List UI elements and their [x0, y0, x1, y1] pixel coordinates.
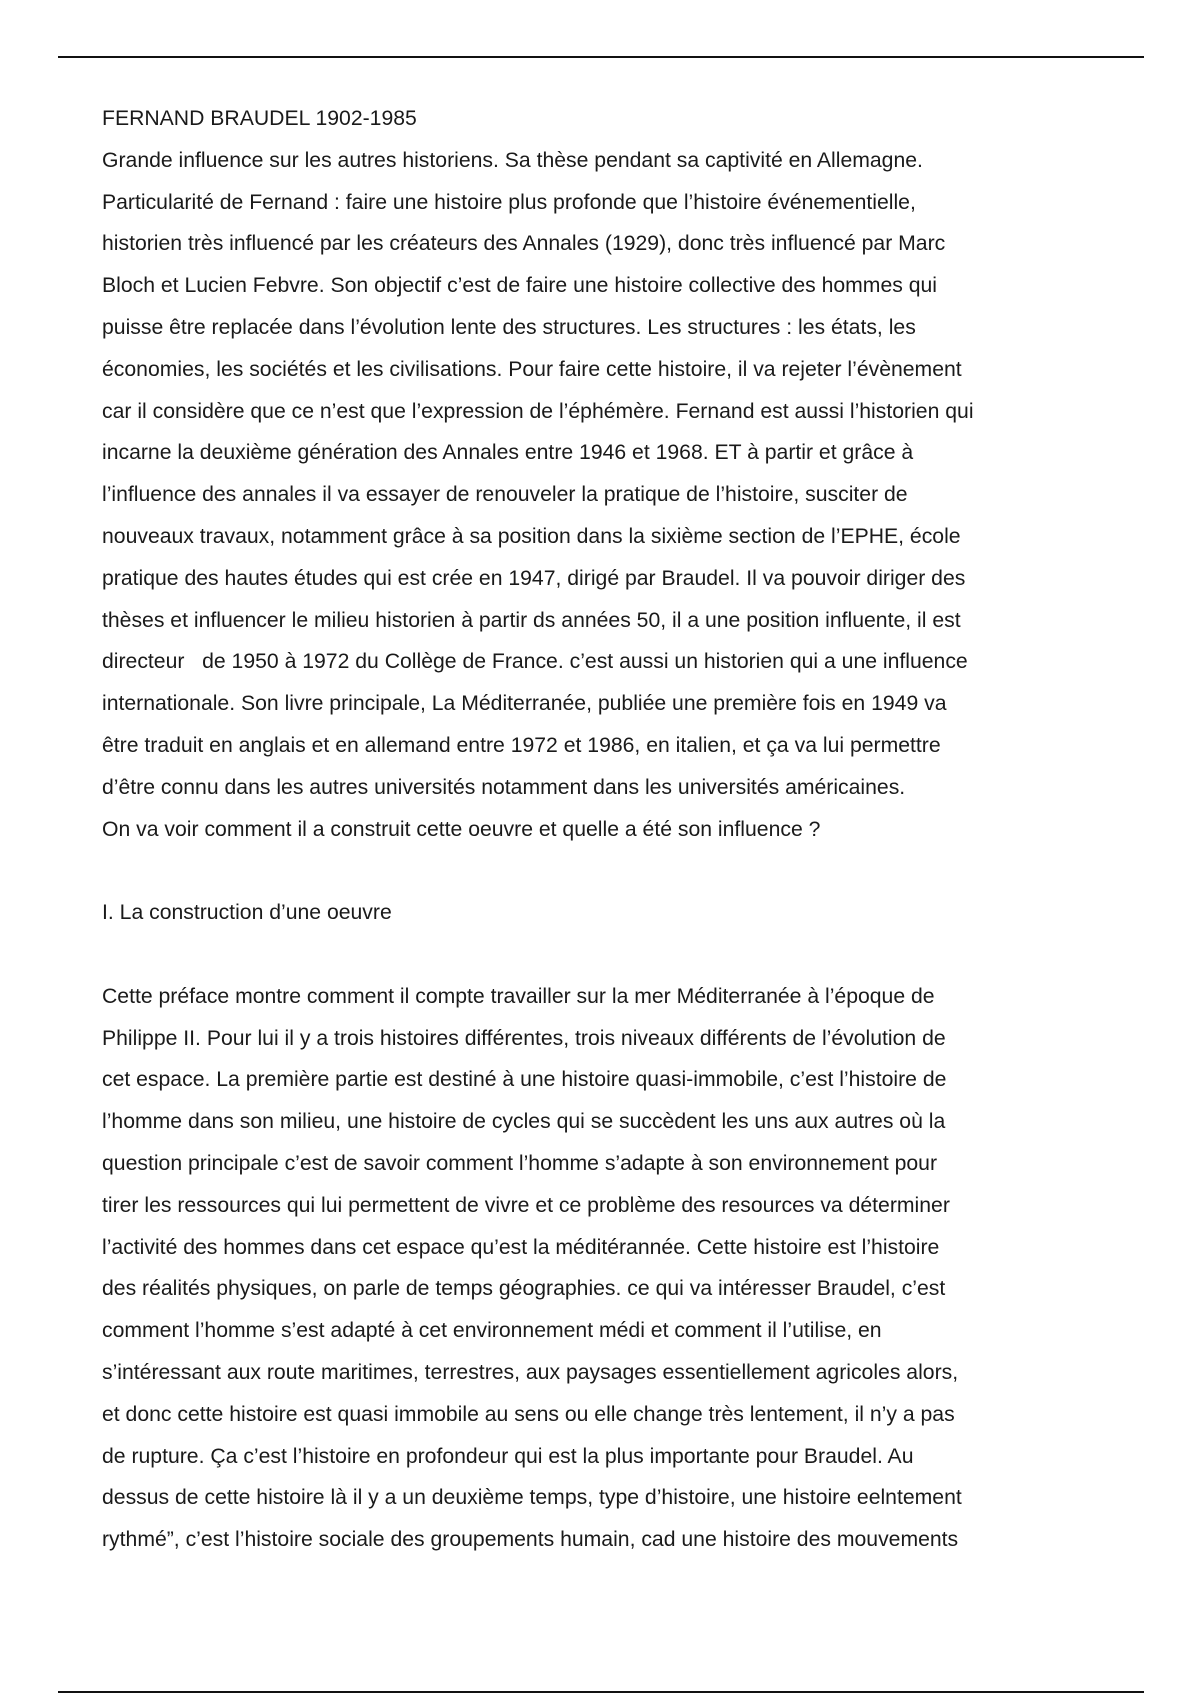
document-title: FERNAND BRAUDEL 1902-1985 [102, 107, 417, 130]
text-line: s’intéressant aux route maritimes, terrestres, aux paysages essentiellement agricoles alors, [102, 1360, 959, 1384]
text-line: économies, les sociétés et les civilisations. Pour faire cette histoire, il va rejeter l’évènement [102, 357, 962, 381]
text-line: l’influence des annales il va essayer de renouveler la pratique de l’histoire, susciter de [102, 483, 908, 507]
intro-paragraph [102, 140, 1112, 851]
text-line: l’activité des hommes dans cet espace qu’est la méditérannée. Cette histoire est l’histoire [102, 1235, 940, 1259]
section-paragraph [102, 976, 1112, 1561]
text-line: des réalités physiques, on parle de temps géographies. ce qui va intéresser Braudel, c’est [102, 1277, 946, 1301]
document-body [102, 98, 1112, 1561]
text-line: Grande influence sur les autres historiens. Sa thèse pendant sa captivité en Allemagne. [102, 148, 923, 172]
page-top-rule [58, 56, 1144, 58]
text-line: Cette préface montre comment il compte travailler sur la mer Méditerranée à l’époque de [102, 984, 935, 1008]
section-heading: I. La construction d’une oeuvre [102, 901, 392, 925]
page-bottom-rule [58, 1691, 1144, 1693]
text-line: car il considère que ce n’est que l’expression de l’éphémère. Fernand est aussi l’historien qui [102, 399, 974, 423]
text-line: de rupture. Ça c’est l’histoire en profondeur qui est la plus importante pour Braudel. Au [102, 1444, 914, 1468]
text-line: cet espace. La première partie est destiné à une histoire quasi-immobile, c’est l’histoire de [102, 1068, 947, 1092]
blank-line [102, 850, 1112, 892]
text-line: et donc cette histoire est quasi immobile au sens ou elle change très lentement, il n’y a pas [102, 1402, 955, 1426]
text-line: thèses et influencer le milieu historien à partir ds années 50, il a une position influente, il est [102, 608, 961, 632]
blank-line [102, 934, 1112, 976]
text-line: rythmé”, c’est l’histoire sociale des groupements humain, cad une histoire des mouvements [102, 1528, 959, 1552]
text-line: directeur de 1950 à 1972 du Collège de France. c’est aussi un historien qui a une influence [102, 650, 968, 674]
text-line: l’homme dans son milieu, une histoire de cycles qui se succèdent les uns aux autres où la [102, 1110, 946, 1134]
text-line: question principale c’est de savoir comment l’homme s’adapte à son environnement pour [102, 1151, 938, 1175]
text-line: internationale. Son livre principale, La Méditerranée, publiée une première fois en 1949 va [102, 692, 947, 716]
text-line: Philippe II. Pour lui il y a trois histoires différentes, trois niveaux différents de l’évolution de [102, 1026, 946, 1050]
text-line: historien très influencé par les créateurs des Annales (1929), donc très influencé par Marc [102, 232, 946, 256]
text-line: Particularité de Fernand : faire une histoire plus profonde que l’histoire événementielle, [102, 190, 916, 214]
text-line: nouveaux travaux, notamment grâce à sa position dans la sixième section de l’EPHE, école [102, 524, 961, 548]
text-line: être traduit en anglais et en allemand entre 1972 et 1986, en italien, et ça va lui permettre [102, 733, 941, 757]
text-line: On va voir comment il a construit cette oeuvre et quelle a été son influence ? [102, 817, 821, 841]
text-line: dessus de cette histoire là il y a un deuxième temps, type d’histoire, une histoire eelntement [102, 1486, 962, 1510]
text-line: incarne la deuxième génération des Annales entre 1946 et 1968. ET à partir et grâce à [102, 441, 914, 465]
text-line: pratique des hautes études qui est crée en 1947, dirigé par Braudel. Il va pouvoir diriger des [102, 566, 966, 590]
text-line: Bloch et Lucien Febvre. Son objectif c’est de faire une histoire collective des hommes qui [102, 274, 937, 298]
text-line: tirer les ressources qui lui permettent de vivre et ce problème des resources va déterminer [102, 1193, 950, 1217]
text-line: comment l’homme s’est adapté à cet environnement médi et comment il l’utilise, en [102, 1319, 882, 1343]
text-line: d’être connu dans les autres universités notamment dans les universités américaines. [102, 775, 906, 799]
text-line: puisse être replacée dans l’évolution lente des structures. Les structures : les états, les [102, 315, 916, 339]
